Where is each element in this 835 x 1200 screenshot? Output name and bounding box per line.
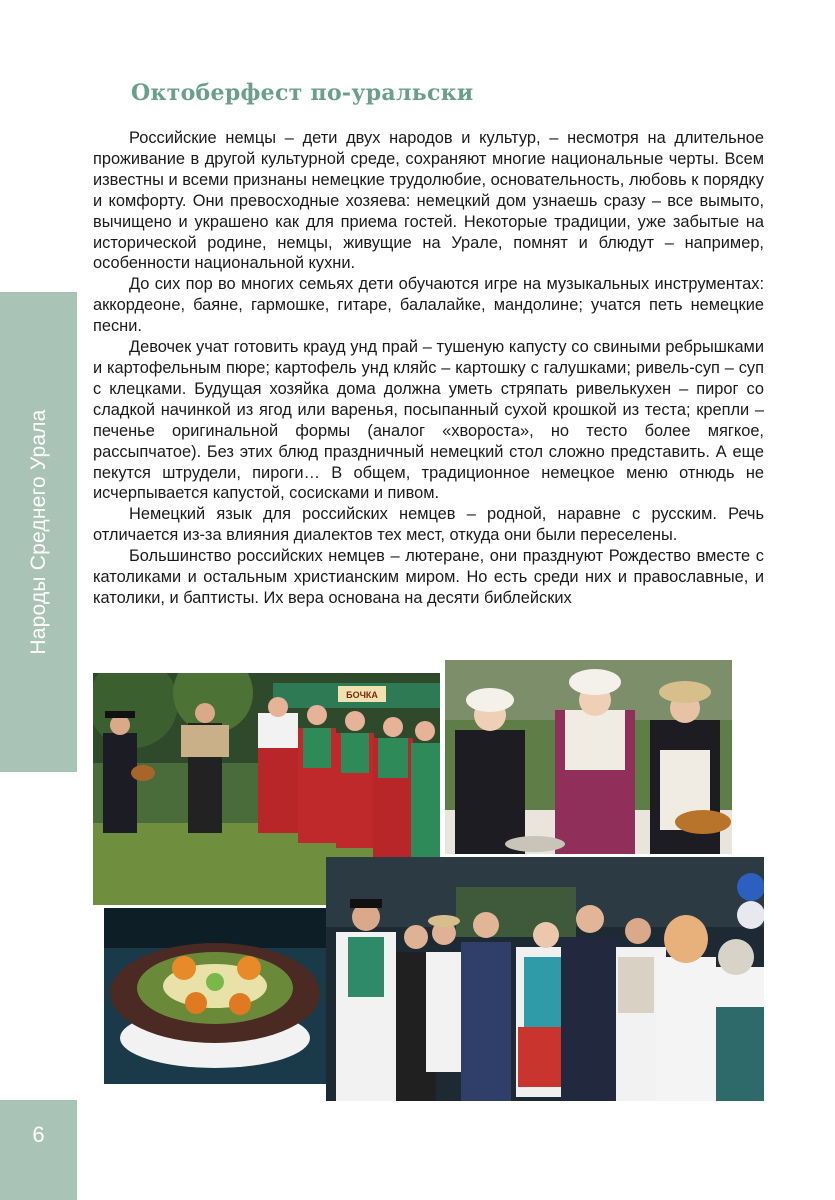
paragraph: Немецкий язык для российских немцев – родной, наравне с русским. Речь отличается из-за влияния диалектов тех мест, откуда они были переселены. bbox=[93, 505, 764, 545]
photo-group-in-hall bbox=[326, 857, 764, 1101]
tent-sign: БОЧКА bbox=[346, 690, 378, 700]
article-title: Октоберфест по-уральски bbox=[131, 80, 474, 106]
paragraph: Девочек учат готовить крауд унд прай – тушеную капусту со свиными ребрышками и картофельным пюре; картофель унд кляйс – картошку с галушками; ривель-суп – суп с клецками. Будущая хозяйка дома должна уметь стряпать ривелькухен – пирог со сладкой начинкой из ягод или варенья, посыпанный сухой крошкой из теста; крепли – печенье оригинальной формы (аналог «хвороста», но тесто более мягкое, рассыпчатое). Без этих блюд праздничный немецкий стол сложно представить. А еще пекутся штрудели, пироги… В общем, традиционное немецкое меню отнюдь не исчерпывается капустой, сосисками и пивом. bbox=[93, 338, 764, 503]
paragraph: Большинство российских немцев – лютеране, они празднуют Рождество вместе с католиками и остальным христианским миром. Но есть среди них и православные, и католики, и баптисты. Их вера основана на десяти библейских bbox=[93, 547, 764, 607]
section-title: Народы Среднего Урала bbox=[26, 409, 50, 655]
section-side-tab bbox=[0, 292, 77, 772]
photo-salad-bowl bbox=[101, 905, 329, 1087]
paragraph: До сих пор во многих семьях дети обучаются игре на музыкальных инструментах: аккордеоне, баяне, гармошке, гитаре, балалайке, мандолине; учатся петь немецкие песни. bbox=[93, 275, 764, 336]
photo-women-at-table bbox=[445, 660, 732, 854]
article-body bbox=[93, 128, 764, 609]
page-number: 6 bbox=[32, 1122, 45, 1147]
page-number-tab bbox=[0, 1100, 77, 1200]
paragraph: Российские немцы – дети двух народов и культур, – несмотря на длительное проживание в другой культурной среде, сохраняют многие национальные черты. Всем известны и всеми признаны немецкие трудолюбие, основательность, любовь к порядку и комфорту. Они превосходные хозяева: немецкий дом узнаешь сразу – все вымыто, вычищено и украшено как для приема гостей. Некоторые традиции, уже забытые на исторической родине, немцы, живущие на Урале, помнят и блюдут – например, особенности национальной кухни. bbox=[93, 129, 764, 273]
